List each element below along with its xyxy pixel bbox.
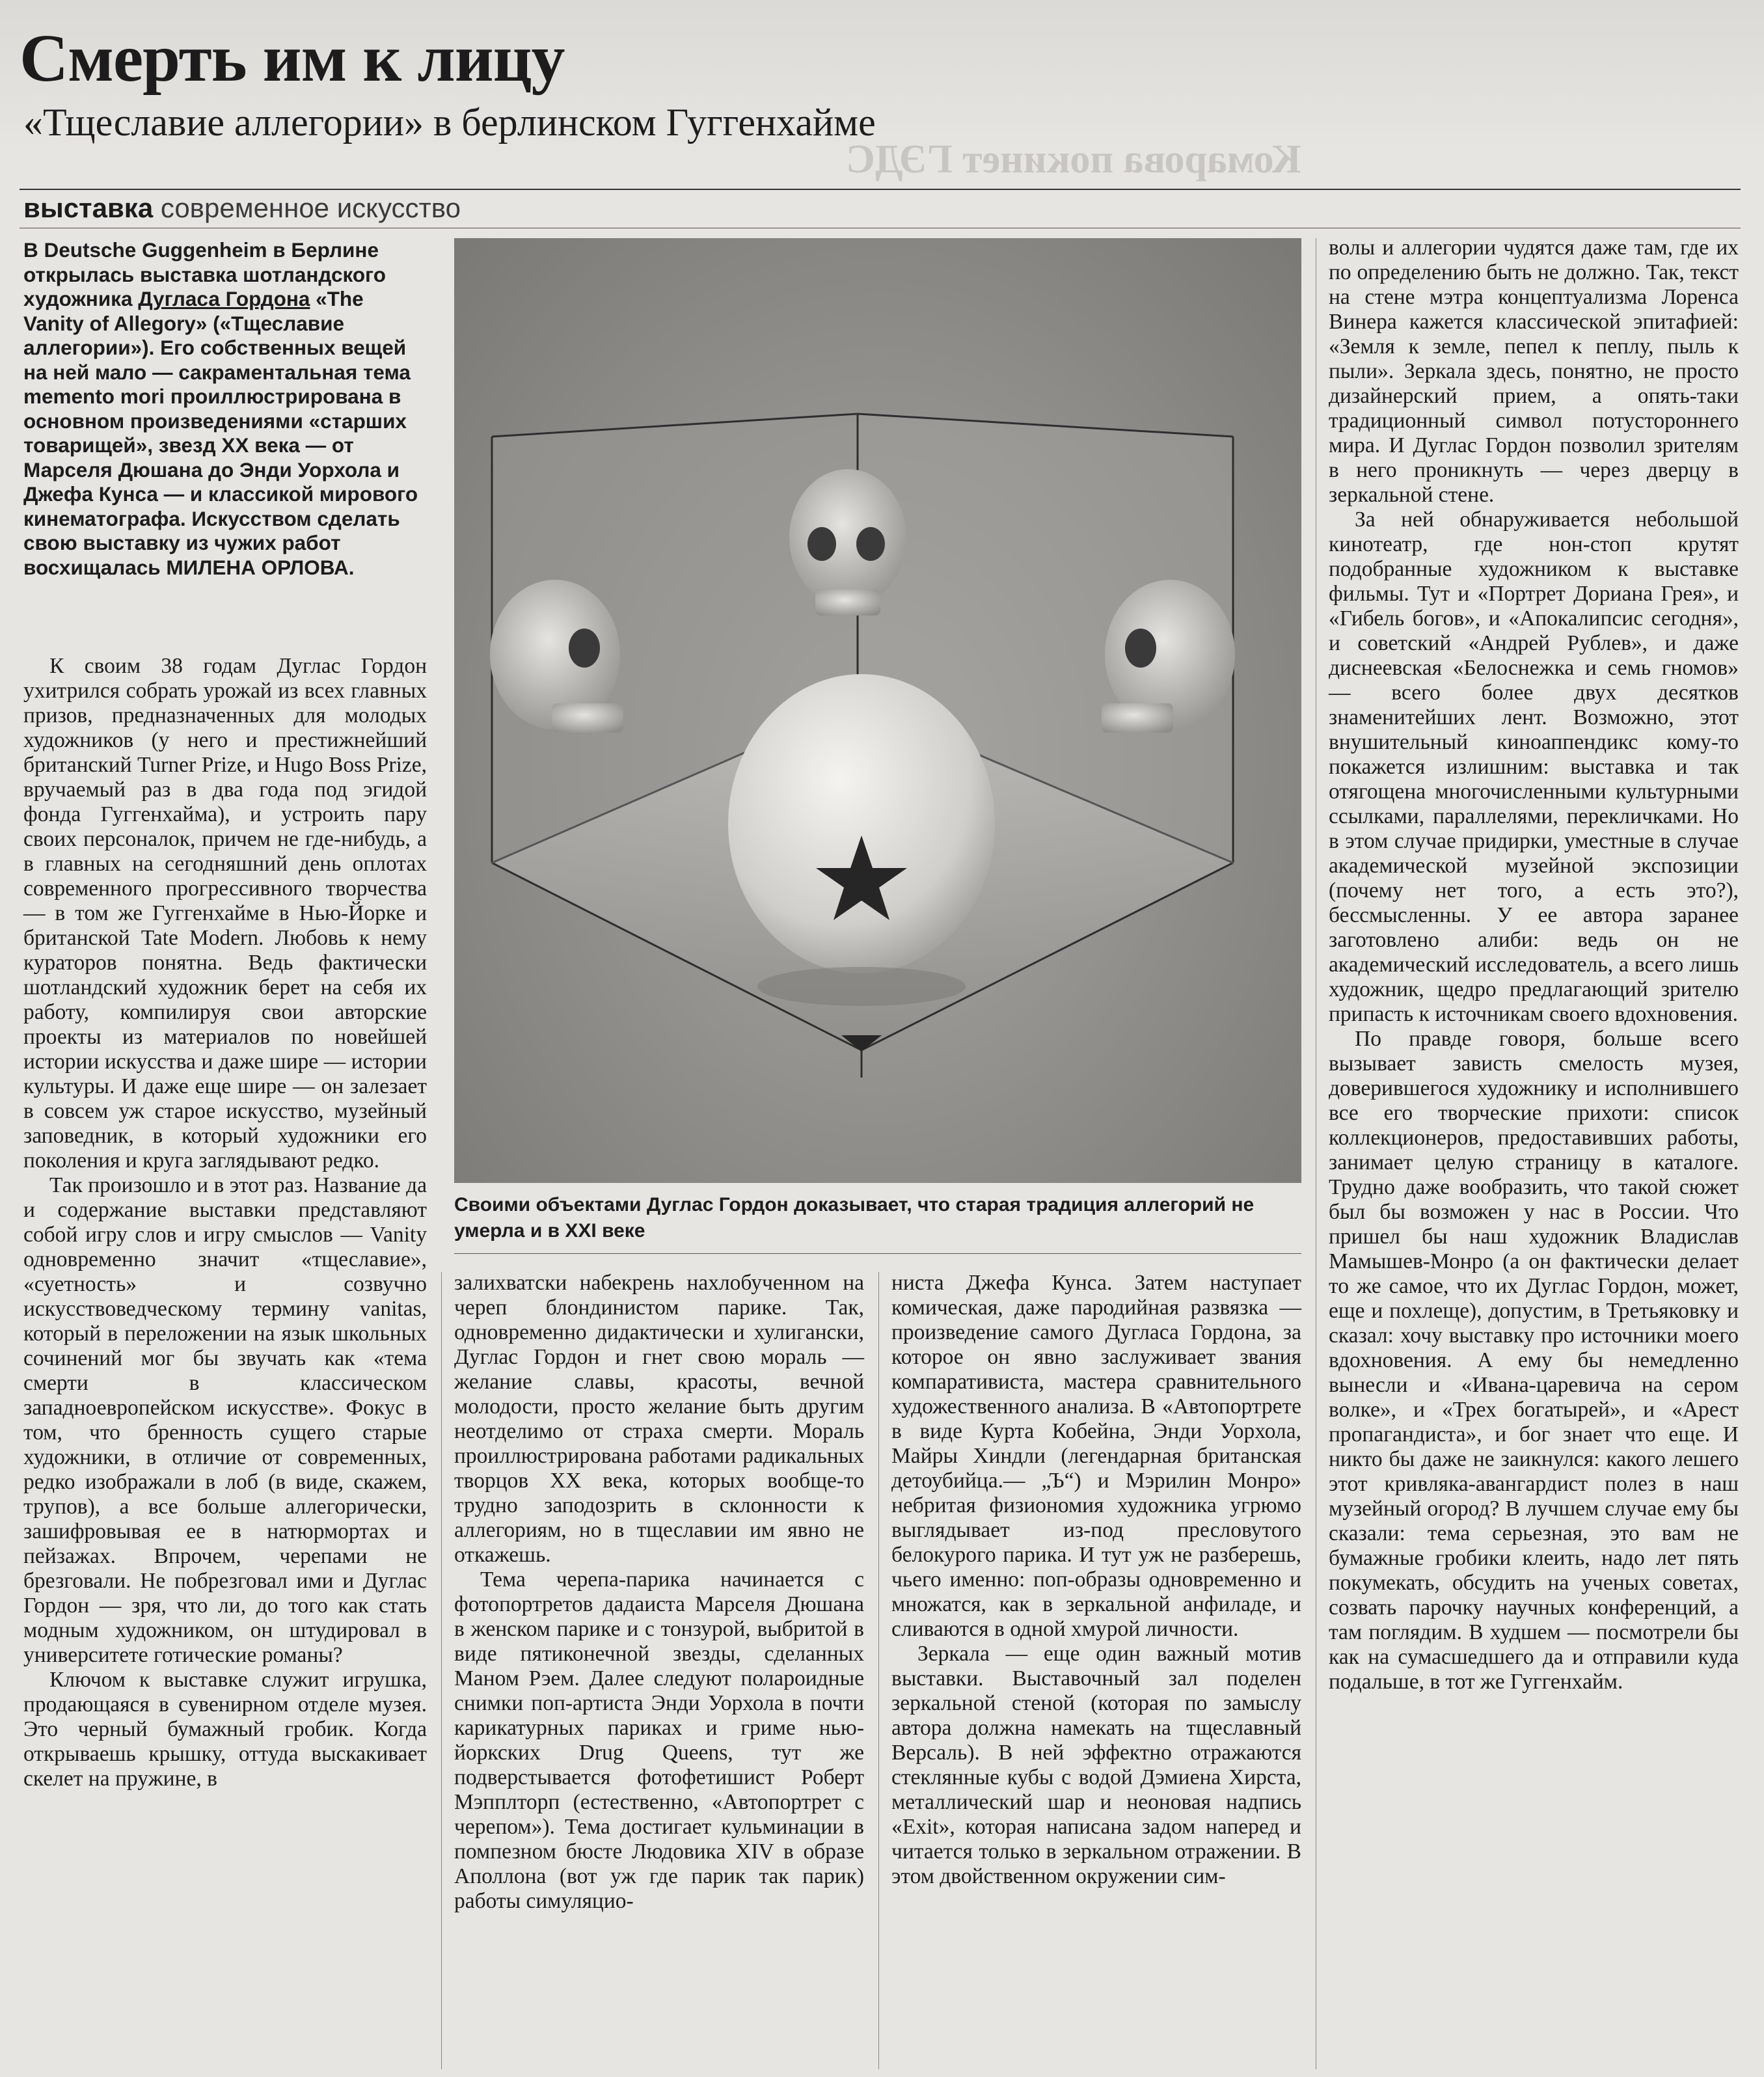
column-3 xyxy=(891,1271,1301,1889)
paragraph: ниста Джефа Кунса. Затем наступает комическая, даже пародийная развязка — произведение самого Дугласа Гордона, за которое он явно заслуживает звания компаративиста, мастера сравнительного художественного анализа. В «Автопортрете в виде Курта Кобейна, Энди Уорхола, Майры Хиндли (легендарная британская детоубийца.— „Ъ“) и Мэрилин Монро» небритая физиономия художника угрюмо выглядывает из-под пресловутого белокурого парика. И тут уж не разберешь, чьего именно: поп-образы одновременно и множатся, как в зеркальной анфиладе, и сливаются в одной хмурой личности. xyxy=(891,1271,1301,1641)
paragraph: Тема черепа-парика начинается с фотопортретов дадаиста Марселя Дюшана в женском парике и с тонзурой, выбритой в виде пятиконечной звезды, сделанных Маном Рэем. Далее следуют полароидные снимки поп-артиста Энди Уорхола в почти карикатурных париках и гриме нью-йоркских Drug Queens, тут же подверстывается фотофетишист Роберт Мэпплторп (естественно, «Автопортрет с черепом»). Тема достигает кульминации в помпезном бюсте Людовика XIV в образе Аполлона (вот уж где парик так парик) работы симуляцио- xyxy=(454,1568,864,1913)
rubric-main: выставка xyxy=(23,193,154,223)
photo-caption: Своими объектами Дуглас Гордон доказывает, что старая традиция аллегорий не умерла и в XXI веке xyxy=(454,1194,1255,1242)
paragraph: К своим 38 годам Дуглас Гордон ухитрился собрать урожай из всех главных призов, предназначенных для молодых художников (у него и престижнейший британский Turner Prize, и Hugo Boss Prize, вручаемый раз в два года под эгидой фонда Гуггенхайма), и устроить пару своих персоналок, причем не где-нибудь, а в главных на сегодняшний день оплотах современного прогрессивного творчества — в том же Гуггенхайме в Нью-Йорке и британской Tate Modern. Любовь к нему кураторов понятна. Ведь фактически шотландский художник берет на себя их работу, компилируя свои авторские проекты из материалов по новейшей истории искусства и даже шире — истории культуры. И даже еще шире — он залезает в совсем уж старое искусство, музейный заповедник, в который художники его поколения и круга заглядывают редко. xyxy=(23,654,427,1173)
subheadline: «Тщеславие аллегории» в берлинском Гуггенхайме xyxy=(23,101,876,144)
caption-rule xyxy=(454,1253,1301,1254)
paragraph: волы и аллегории чудятся даже там, где их по определению быть не должно. Так, текст на стене мэтра концептуализма Лоренса Винера кажется классической эпитафией: «Земля к земле, пепел к пеплу, пыль к пыли». Зеркала здесь, понятно, не просто дизайнерский прием, а опять-таки традиционный символ потустороннего мира. И Дуглас Гордон позволил зрителям в него проникнуть — через дверцу в зеркальной стене. xyxy=(1329,236,1739,507)
artist-name: Дугласа Гордона xyxy=(138,287,310,310)
rubric-sub: современное искусство xyxy=(160,193,461,223)
column-divider xyxy=(878,1272,879,2069)
skull-with-star xyxy=(728,674,995,973)
bleed-through-text: Комарова покинет ГЭДС xyxy=(846,137,1301,182)
lead-after: «The Vanity of Allegory» («Тщеславие аллегории»). Его собственных вещей на ней мало — сакраментальная тема memento mori проиллюстрирована в основном произведениями «старших товарищей», звезд XX века — от Марселя Дюшана до Энди Уорхола и Джефа Кунса — и классикой мирового кинематографа. Искусством сделать свою выставку из чужих работ восхищалась МИЛЕНА ОРЛОВА. xyxy=(23,287,418,579)
paragraph: Ключом к выставке служит игрушка, продающаяся в сувенирном отделе музея. Это черный бумажный гробик. Когда открываешь крышку, оттуда выскакивает скелет на пружине, в xyxy=(23,1668,427,1791)
top-rule xyxy=(20,189,1741,190)
column-divider xyxy=(441,1272,442,2069)
column-2 xyxy=(454,1271,864,1914)
paragraph: Зеркала — еще один важный мотив выставки. Выставочный зал поделен зеркальной стеной (которая по замыслу автора должна намекать на тщеславный Версаль). В ней эффектно отражаются стеклянные кубы с водой Дэмиена Хирста, металлический шар и неоновая надпись «Exit», которая написана задом наперед и читается только в зеркальном отражении. В этом двойственном окружении сим- xyxy=(891,1642,1301,1888)
skull-shadow xyxy=(757,967,966,1006)
paragraph: За ней обнаруживается небольшой кинотеатр, где нон-стоп крутят подобранные художником к выставке фильмы. Тут и «Портрет Дориана Грея», и «Гибель богов», и «Апокалипсис сегодня», и советский «Андрей Рублев», и даже диснеевская «Белоснежка и семь гномов» — всего более двух десятков знаменитейших лент. Возможно, этот внушительный киноаппендикс кому-то покажется излишним: выставка и так отягощена многочисленными культурными ссылками, параллелями, перекличками. Но в этом случае придирки, уместные в случае академической музейной экспозиции (почему нет того, а есть это?), бессмысленны. У ее автора заранее заготовлено алиби: ведь он не академический исследователь, а всего лишь художник, щедро предлагающий зрителю припасть к источникам своего вдохновения. xyxy=(1329,508,1739,1026)
headline: Смерть им к лицу xyxy=(20,21,565,96)
column-4 xyxy=(1329,236,1739,1694)
paragraph: залихватски набекрень нахлобученном на череп блондинистом парике. Так, одновременно дидактически и хулигански, Дуглас Гордон и гнет свою мораль — желание славы, красоты, вечной молодости, просто желание быть другим неотделимо от страха смерти. Мораль проиллюстрирована работами радикальных творцов XX века, которых вообще-то трудно заподозрить в склонности к аллегориям, но в тщеславии им явно не откажешь. xyxy=(454,1271,864,1567)
rubric xyxy=(23,193,461,224)
paragraph: Так произошло и в этот раз. Название да и содержание выставки представляют собой игру слов и игру смыслов — Vanity одновременно значит «тщеславие», «суетность» и созвучно искусствоведческому термину vanitas, который в переложении на язык школьных сочинений мог бы звучать как «тема смерти в классическом западноевропейском искусстве». Фокус в том, что бренность сущего старые художники, в отличие от современных, редко изображали в лоб (в виде, скажем, трупов), а все больше аллегорически, зашифровывая ее в натюрмортах и пейзажах. Впрочем, черепами не брезговали. Не побрезговал ими и Дуглас Гордон — зря, что ли, до того как стать модным художником, он штудировал в университете готические романы? xyxy=(23,1173,427,1667)
exhibition-photo xyxy=(454,238,1301,1183)
lead-paragraph xyxy=(23,238,422,580)
column-1 xyxy=(23,654,427,1791)
mirror-cube-illustration xyxy=(454,238,1301,1183)
paragraph: По правде говоря, больше всего вызывает зависть смелость музея, доверившегося художнику и исполнившего все его творческие прихоти: список коллекционеров, предоставивших работы, занимает целую страницу в каталоге. Трудно даже вообразить, что такой сюжет был бы возможен у нас в России. Что пришел бы наш художник Владислав Мамышев-Монро (а он фактически делает то же самое, что их Дуглас Гордон, может, еще и похлеще), допустим, в Третьяковку и сказал: хочу выставку про источники моего вдохновения. А ему бы немедленно вынесли и «Ивана-царевича на сером волке», и «Трех богатырей», и «Арест пропагандиста», и бог знает что еще. И никто бы даже не заикнулся: какого лешего этот кривляка-авангардист полез в наш музейный огород? В лучшем случае ему бы сказали: тема серьезная, это вам не бумажные гробики клеить, надо лет пять покумекать, обсудить на ученых советах, созвать парочку научных конференций, а там поглядим. В худшем — посмотрели бы как на сумасшедшего да и отправили куда подальше, в тот же Гуггенхайм. xyxy=(1329,1027,1739,1694)
lead-before: В Deutsche Guggenheim в Берлине открылась выставка шотландского художника xyxy=(23,238,387,310)
